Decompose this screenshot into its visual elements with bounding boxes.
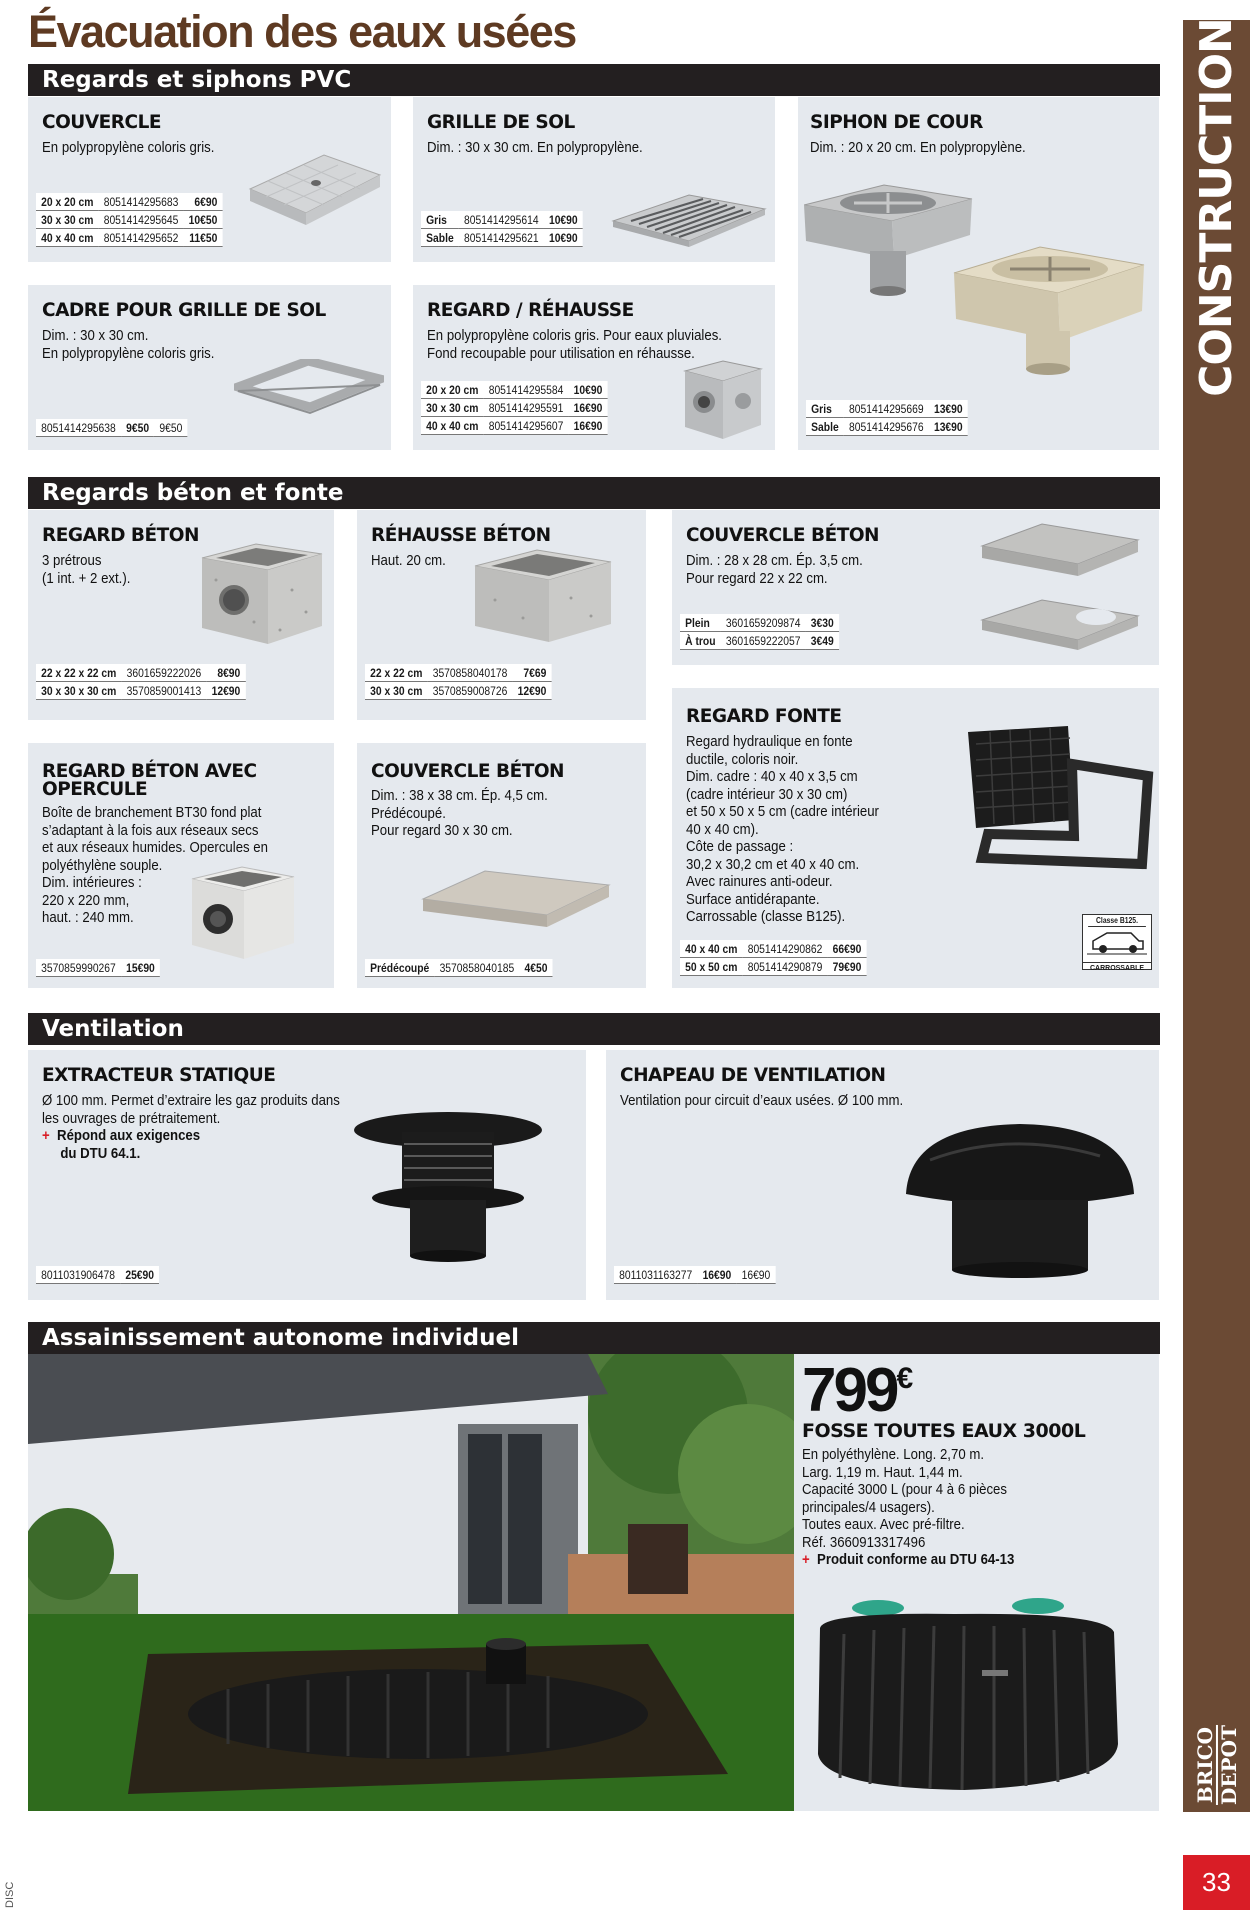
- product-card-siphon: [798, 97, 1159, 450]
- price-table: [806, 400, 968, 436]
- product-desc: Dim. : 20 x 20 cm. En polypropylène.: [810, 139, 1026, 156]
- price-table: [680, 614, 839, 650]
- product-card-cadre: [28, 285, 391, 450]
- siphon-image: [804, 181, 1154, 381]
- table-row: 22 x 22 cm 3570858040178 7€69: [365, 664, 551, 682]
- product-card-couvercle-beton-1: [672, 510, 1159, 665]
- disc-label: DISC: [4, 1881, 16, 1908]
- page-number: 33: [1183, 1855, 1250, 1910]
- product-card-fosse: [794, 1354, 1159, 1811]
- table-row: 40 x 40 cm 8051414295652 11€50: [36, 229, 222, 247]
- table-row: 8011031906478 25€90: [36, 1266, 159, 1284]
- price-table: [680, 940, 866, 976]
- regard-opercule-image: [188, 863, 298, 963]
- regard-fonte-image: [962, 724, 1154, 890]
- table-row: Plein 3601659209874 3€30: [680, 614, 839, 632]
- product-card-chapeau: [606, 1050, 1159, 1300]
- price-table: [614, 1266, 775, 1284]
- table-row: 30 x 30 x 30 cm 3570859001413 12€90: [36, 682, 245, 700]
- table-row: 8051414295638 9€50 9€50: [36, 419, 188, 437]
- product-title: CADRE POUR GRILLE DE SOL: [42, 300, 326, 321]
- price-table: [36, 193, 222, 247]
- product-desc: En polyéthylène. Long. 2,70 m. Larg. 1,19 m. Haut. 1,44 m. Capacité 3000 L (pour 4 à 6 pièces principales/4 usagers). Toutes eaux. Avec pré-filtre. Réf. 3660913317496 + Produit conforme au DTU 64-13: [802, 1446, 1015, 1568]
- price-table: [421, 211, 583, 247]
- product-desc: Boîte de branchement BT30 fond plat s’adaptant à la fois aux réseaux secs et aux réseaux humides. Opercules en polyéthylène souple. Dim. intérieures : 220 x 220 mm, haut. : 240 mm.: [42, 804, 268, 926]
- product-title: REGARD / RÉHAUSSE: [427, 300, 634, 321]
- table-row: 22 x 22 x 22 cm 3601659222026 8€90: [36, 664, 245, 682]
- product-desc: Ø 100 mm. Permet d’extraire les gaz produits dans les ouvrages de prétraitement. + Répond aux exigences du DTU 64.1.: [42, 1092, 340, 1162]
- product-title: COUVERCLE BÉTON: [686, 525, 880, 546]
- product-desc: En polypropylène coloris gris. Pour eaux pluviales. Fond recoupable pour utilisation en réhausse.: [427, 327, 722, 362]
- product-card-rehausse-beton: [357, 510, 646, 720]
- product-title: FOSSE TOUTES EAUX 3000L: [802, 1420, 1086, 1442]
- product-desc: Regard hydraulique en fonte ductile, coloris noir. Dim. cadre : 40 x 40 x 3,5 cm (cadre intérieur 30 x 30 cm) et 50 x 50 x 5 cm (cadre intérieur 40 x 40 cm). Côte de passage : 30,2 x 30,2 cm et 40 x 40 cm. Avec rainures anti-odeur. Surface antidérapante. Carrossable (classe B125).: [686, 733, 879, 925]
- regard-pvc-image: [677, 357, 767, 443]
- product-card-extracteur: [28, 1050, 586, 1300]
- product-desc: Dim. : 28 x 28 cm. Ép. 3,5 cm. Pour regard 22 x 22 cm.: [686, 552, 863, 587]
- extracteur-image: [348, 1108, 548, 1268]
- product-title: COUVERCLE BÉTON: [371, 761, 565, 782]
- product-title: EXTRACTEUR STATIQUE: [42, 1065, 276, 1086]
- product-desc: Haut. 20 cm.: [371, 552, 446, 569]
- chapeau-image: [900, 1120, 1140, 1280]
- product-card-regard-opercule: [28, 743, 334, 988]
- table-row: 3570859990267 15€90: [36, 959, 160, 977]
- table-row: 20 x 20 cm 8051414295584 10€90: [421, 381, 607, 399]
- table-row: Sable 8051414295621 10€90: [421, 229, 583, 247]
- price-table: [36, 664, 245, 700]
- fosse-tank-image: [804, 1594, 1134, 1804]
- product-title: CHAPEAU DE VENTILATION: [620, 1065, 886, 1086]
- page-title: Évacuation des eaux usées: [28, 6, 576, 57]
- price-table: [365, 664, 551, 700]
- price-table: [36, 959, 160, 977]
- product-card-regard-pvc: [413, 285, 775, 450]
- product-title: REGARD FONTE: [686, 706, 842, 727]
- product-title: RÉHAUSSE BÉTON: [371, 525, 551, 546]
- product-card-regard-fonte: [672, 688, 1159, 988]
- table-row: 30 x 30 cm 8051414295645 10€50: [36, 211, 222, 229]
- septic-tank-scene-photo: [28, 1354, 794, 1811]
- table-row: Sable 8051414295676 13€90: [806, 418, 968, 436]
- couvercle-image: [240, 153, 386, 233]
- product-desc: Dim. : 30 x 30 cm. En polypropylène.: [427, 139, 643, 156]
- couvercle-beton-2-image: [417, 865, 617, 935]
- product-card-couvercle: [28, 97, 391, 262]
- carrossable-badge: Classe B125. CARROSSABLE: [1082, 914, 1152, 970]
- section-header-assainissement: Assainissement autonome individuel: [28, 1322, 1160, 1354]
- price-table: [36, 419, 188, 437]
- product-desc: Ventilation pour circuit d’eaux usées. Ø 100 mm.: [620, 1092, 904, 1109]
- price-table: [421, 381, 607, 435]
- section-header-pvc: Regards et siphons PVC: [28, 64, 1160, 96]
- brico-depot-logo: BRICO DEPOT: [1183, 1718, 1250, 1812]
- product-title: SIPHON DE COUR: [810, 112, 983, 133]
- couvercle-beton-1-image: [972, 520, 1152, 660]
- product-card-regard-beton: [28, 510, 334, 720]
- table-row: 30 x 30 cm 8051414295591 16€90: [421, 399, 607, 417]
- table-row: 40 x 40 cm 8051414290862 66€90: [680, 940, 866, 958]
- section-header-beton: Regards béton et fonte: [28, 477, 1160, 509]
- product-desc: Dim. : 30 x 30 cm. En polypropylène coloris gris.: [42, 327, 215, 362]
- product-card-grille: [413, 97, 775, 262]
- table-row: 20 x 20 cm 8051414295683 6€90: [36, 193, 222, 211]
- table-row: 30 x 30 cm 3570859008726 12€90: [365, 682, 551, 700]
- table-row: 50 x 50 cm 8051414290879 79€90: [680, 958, 866, 976]
- table-row: 8011031163277 16€90 16€90: [614, 1266, 775, 1284]
- product-title: COUVERCLE: [42, 112, 162, 133]
- regard-beton-image: [196, 540, 328, 650]
- product-desc: En polypropylène coloris gris.: [42, 139, 215, 156]
- product-desc: 3 prétrous (1 int. + 2 ext.).: [42, 552, 131, 587]
- product-card-couvercle-beton-2: [357, 743, 646, 988]
- product-title-line2: OPERCULE: [42, 779, 148, 800]
- table-row: 40 x 40 cm 8051414295607 16€90: [421, 417, 607, 435]
- product-title: GRILLE DE SOL: [427, 112, 575, 133]
- table-row: Gris 8051414295614 10€90: [421, 211, 583, 229]
- price-table: [36, 1266, 159, 1284]
- table-row: Prédécoupé 3570858040185 4€50: [365, 959, 553, 977]
- price-table: [365, 959, 553, 977]
- product-title: REGARD BÉTON AVEC: [42, 761, 257, 782]
- side-category-label: CONSTRUCTION: [1191, 17, 1242, 397]
- product-desc: Dim. : 38 x 38 cm. Ép. 4,5 cm. Prédécoupé. Pour regard 30 x 30 cm.: [371, 787, 548, 839]
- section-header-ventilation: Ventilation: [28, 1013, 1160, 1045]
- product-title: REGARD BÉTON: [42, 525, 199, 546]
- table-row: Gris 8051414295669 13€90: [806, 400, 968, 418]
- fosse-price: 799€: [802, 1356, 914, 1425]
- grille-image: [609, 191, 769, 249]
- cadre-image: [234, 359, 384, 419]
- table-row: À trou 3601659222057 3€49: [680, 632, 839, 650]
- car-icon: [1083, 927, 1151, 957]
- rehausse-beton-image: [471, 546, 617, 646]
